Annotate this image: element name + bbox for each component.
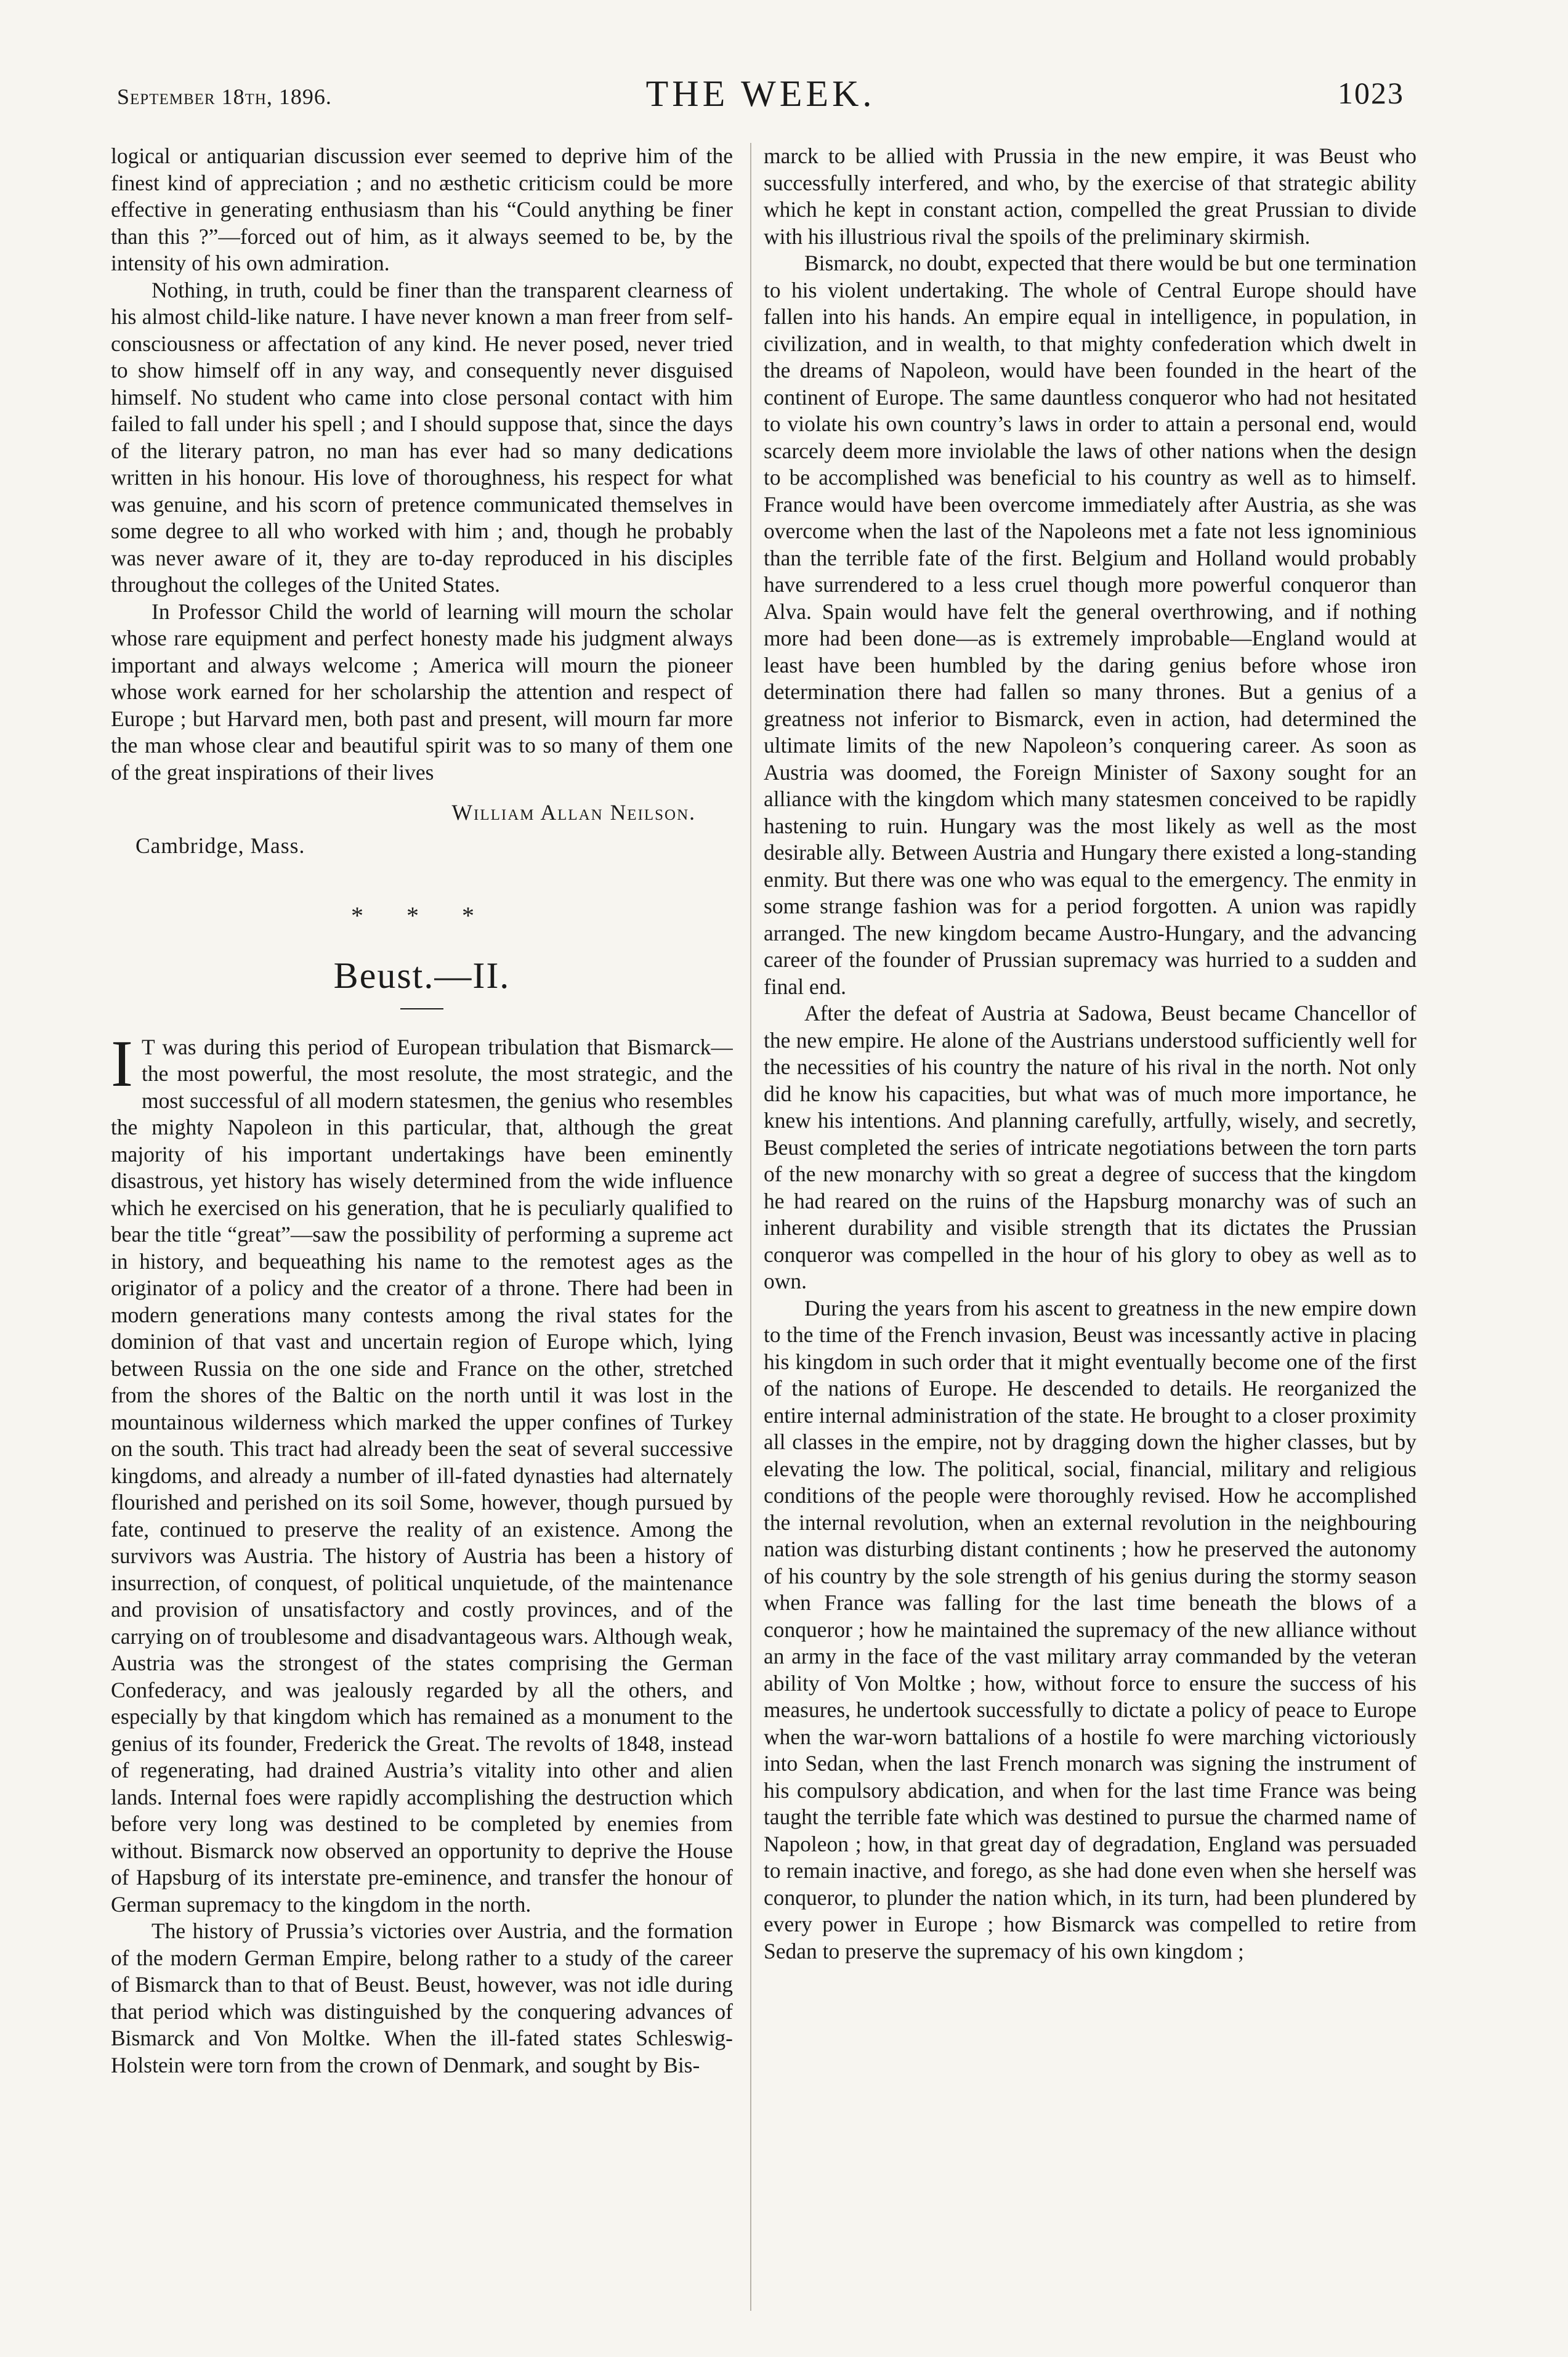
title-rule (400, 1008, 443, 1009)
page-number: 1023 (1338, 76, 1404, 110)
paragraph: logical or antiquarian discussion ever seemed to deprive him of the finest kind of appreciation ; and no æsthetic criticism could be more effective in generating enthusiasm than his “Could anything be finer than this ?”—forced out of him, as it always seemed to be, by the intensity of his own admiration. (111, 144, 733, 275)
paragraph: Bismarck, no doubt, expected that there would be but one termination to his violent undertaking. The whole of Central Europe should have fallen into his hands. An empire equal in intelligence, in population, in civilization, and in wealth, to that mighty confederation which dwelt in the dreams of Napoleon, would have been founded in the heart of the continent of Europe. The same dauntless conqueror who had not hesitated to violate his own country’s laws in order to attain a personal end, would scarcely deem more inviolable the laws of other nations when the design to be accomplished was beneficial to his country as well as to himself. France would have been overcome immediately after Austria, as she was overcome when the last of the Napoleons met a fate not less ignominious than the terrible fate of the first. Belgium and Holland would probably have surrendered to a less cruel though more powerful conqueror than Alva. Spain would have felt the general overthrowing, and if nothing more had been done—as is extremely improbable—England would at least have been humbled by the daring genius before whose iron determination there had fallen so many thrones. But a genius of a greatness not inferior to Bismarck, even in action, had determined the ultimate limits of the new Napoleon’s conquering career. As soon as Austria was doomed, the Foreign Minister of Saxony sought for an alliance with the kingdom which many statesmen conceived to be rapidly hastening to ruin. Hungary was the most likely as well as the most desirable ally. Between Austria and Hungary there existed a long-standing enmity. But there was one who was equal to the emergency. The enmity in some strange fashion was for a period forgotten. A union was rapidly arranged. The new kingdom became Austro-Hungary, and the advancing career of the founder of Prussian supremacy was hurried to a sudden and final end. (764, 251, 1416, 999)
author-location: Cambridge, Mass. (135, 833, 305, 858)
masthead-title: THE WEEK. (645, 73, 876, 114)
paragraph: After the defeat of Austria at Sadowa, Beust became Chancellor of the new empire. He alone of the Austrians understood sufficiently well for the necessities of his country the nature of his rival in the north. Not only did he know his capacities, but what was of much more importance, he knew his intentions. And planning carefully, artfully, wisely, and secretly, Beust completed the series of intricate negotiations between the torn parts of the new monarchy with so great a degree of success that the kingdom he had reared on the ruins of the Hapsburg monarchy was of such an inherent durability and visible strength that its dictates the Prussian conqueror was compelled in the hour of his glory to obey as well as to own. (764, 1001, 1416, 1293)
right-column (764, 143, 1416, 2317)
article-title: Beust.—II. (333, 955, 511, 996)
page-header (117, 73, 1404, 122)
paragraph: In Professor Child the world of learning will mourn the scholar whose rare equipment and perfect honesty made his judgment always important and always welcome ; America will mourn the pioneer whose work earned for her scholarship the attention and respect of Europe ; but Harvard men, both past and present, will mourn far more the man whose clear and beautiful spirit was to so many of them one of the great inspirations of their lives (111, 599, 733, 785)
left-column (111, 143, 733, 2317)
paragraph: Nothing, in truth, could be finer than the transparent clearness of his almost child-like nature. I have never known a man freer from self-consciousness or affectation of any kind. He never posed, never tried to show himself off in any way, and consequently never disguised himself. No student who came into close personal contact with him failed to fall under his spell ; and I should suppose that, since the days of the literary patron, no man has ever had so many dedications written in his honour. His love of thoroughness, his respect for what was genuine, and his scorn of pretence communicated themselves in some degree to all who worked with him ; and, though he probably was never aware of it, they are to-day reproduced in his disciples throughout the colleges of the United States. (111, 277, 733, 597)
paragraph: During the years from his ascent to greatness in the new empire down to the time of the French invasion, Beust was incessantly active in placing his kingdom in such order that it might eventually become one of the first of the nations of Europe. He descended to details. He reorganized the entire internal administration of the state. He brought to a closer proximity all classes in the empire, not by dragging down the higher classes, but by elevating the low. The political, social, financial, military and religious conditions of the people were thoroughly revised. How he accomplished the internal revolution, when an external revolution in the neighbouring nation was disturbing distant continents ; how he preserved the autonomy of his country by the sole strength of his genius during the stormy season when France was falling for the last time beneath the blows of a conqueror ; how he maintained the supremacy of the new alliance without an army in the face of the vast military array commanded by the veteran ability of Von Moltke ; how, without force to ensure the success of his measures, he undertook successfully to dictate a policy of peace to Europe when the war-worn battalions of a hostile fo were marching victoriously into Sedan, when the last French monarch was signing the instrument of his compulsory abdication, and when for the last time France was being taught the terrible fate which was destined to pursue the charmed name of Napoleon ; how, in that great day of degradation, England was persuaded to remain inactive, and forego, as she had done even when she herself was conqueror, to plunder the nation which, in its turn, had been plundered by every power in Europe ; how Bismarck was compelled to retire from Sedan to preserve the supremacy of his own kingdom ; (764, 1295, 1416, 1963)
column-divider (750, 143, 751, 2311)
drop-cap: I (111, 1027, 133, 1101)
article-opening-paragraph (111, 1027, 733, 1918)
paragraph: The history of Prussia’s victories over Austria, and the formation of the modern German Empire, belong rather to a study of the career of Bismarck than to that of Beust. Beust, however, was not idle during that period which was distinguished by the conquering advances of Bismarck and Von Moltke. When the ill-fated states Schleswig-Holstein were torn from the crown of Denmark, and sought by Bis- (111, 1918, 733, 2077)
paragraph: marck to be allied with Prussia in the new empire, it was Beust who successfully interfered, and who, by the exercise of that strategic ability which he kept in constant action, compelled the great Prussian to divide with his illustrious rival the spoils of the preliminary skirmish. (764, 144, 1416, 249)
paragraph-text: T was during this period of European tribulation that Bismarck—the most powerful, the most resolute, the most strategic, and the most successful of all modern statesmen, the genius who resembles the mighty Napoleon in this particular, that, although the great majority of his important undertakings have been eminently disastrous, yet history has wisely determined from the wide influence which he exercised on his generation, that he is peculiarly qualified to bear the title “great”—saw the possibility of performing a supreme act in history, and bequeathing his name to the remotest ages as the originator of a policy and the creator of a throne. There had been in modern generations many contests among the rival states for the dominion of that vast and uncertain region of Europe which, lying between Russia on the one side and France on the other, stretched from the shores of the Baltic on the north until it was lost in the mountainous wilderness which marked the upper confines of Turkey on the south. This tract had already been the seat of several successive kingdoms, and already a number of ill-fated dynasties had alternately flourished and perished on its soil Some, however, though pursued by fate, continued to preserve the reality of an existence. Among the survivors was Austria. The history of Austria has been a history of insurrection, of conquest, of political unquietude, of the maintenance and provision of unsatisfactory and costly provinces, and of the carrying on of troublesome and disadvantageous wars. Although weak, Austria was the strongest of the states comprising the German Confederacy, and was jealously regarded by all the others, and especially by that kingdom which has remained as a monument to the genius of its founder, Frederick the Great. The revolts of 1848, instead of regenerating, had drained Austria’s vitality into other and alien lands. Internal foes were rapidly accomplishing the destruction which before very long was destined to be completed by enemies from without. Bismarck now observed an opportunity to deprive the House of Hapsburg of its interstate pre-eminence, and transfer the honour of German supremacy to the kingdom in the north. (111, 1034, 733, 1917)
section-separator: * * * (351, 902, 493, 929)
header-date: September 18th, 1896. (117, 84, 332, 109)
author-signature: William Allan Neilson. (451, 800, 696, 825)
